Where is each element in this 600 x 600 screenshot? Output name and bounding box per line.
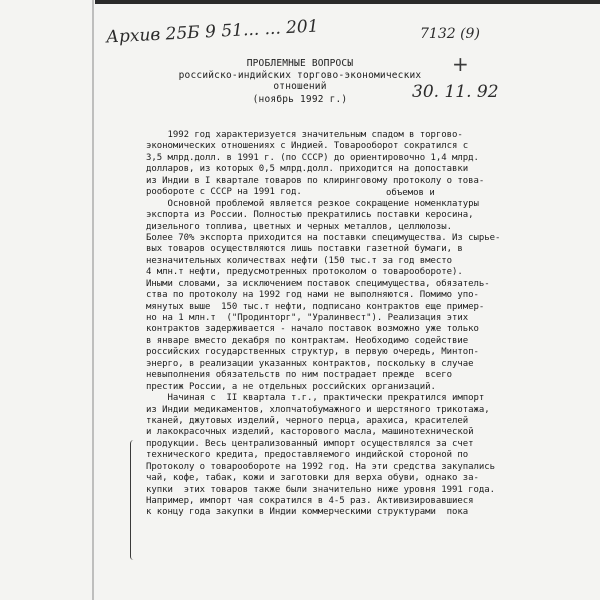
body-line: технического кредита, предоставляемого индийской стороной по [146,450,469,461]
body-line: экономических отношениях с Индией. Товарооборот сократился с [146,141,469,152]
inserted-typed-note: объемов и [386,188,435,198]
body-line: долларов, из которых 0,5 млрд.долл. приходится на допоставки [146,164,469,175]
document-subtitle-line2: отношений [273,81,327,92]
document-body [146,130,586,519]
body-line: Например, импорт чая сократился в 4-5 раз. Активизировавшиеся [146,496,474,506]
body-line: к концу года закупки в Индии коммерческими структурами пока [146,507,469,518]
body-line: незначительных количествах нефти (150 тыс.т за год вместо [146,255,453,266]
body-line: Более 70% экспорта приходится на поставки специмущества. Из сырье- [146,232,501,243]
body-line: невыполнения обязательств по ним пострадает прежде всего [146,370,453,381]
body-line: из Индии медикаментов, хлопчатобумажного и шерстяного трикотажа, [146,404,490,415]
body-line: в январе вместо декабря по контрактам. Необходимо содействие [146,335,469,346]
document-date-line: (ноябрь 1992 г.) [252,94,348,105]
body-line: и лакокрасочных изделий, касторового масла, машинотехнической [146,427,474,438]
body-line: экспорта из России. Полностью прекратились поставки керосина, [146,210,474,221]
body-line: Начиная с II квартала т.г., практически прекратился импорт [146,393,485,404]
body-line: 3,5 млрд.долл. в 1991 г. (по СССР) до ориентировочно 1,4 млрд. [146,152,479,163]
margin-bracket-mark [130,440,137,560]
handwritten-cross-mark: + [452,52,469,76]
document-title: ПРОБЛЕМНЫЕ ВОПРОСЫ [246,58,354,69]
body-line: 4 млн.т нефти, предусмотренных протоколом о товарообороте). [146,267,463,278]
body-line: вых товаров осуществляются лишь поставки газетной бумаги, в [146,244,463,255]
body-line: чай, кофе, табак, кожи и заготовки для верха обуви, однако за- [146,473,479,484]
scan-left-edge [92,0,94,600]
body-line: контрактов задерживается - начало поставок возможно уже только [146,324,479,335]
body-line: ства по протоколу на 1992 год нами не выполняются. Помимо упо- [146,290,479,301]
body-line: дизельного топлива, цветных и черных металлов, целлюлозы. [146,221,453,232]
body-line: из Индии в I квартале товаров по клиринговому протоколу о това- [146,175,485,186]
body-line: престиж России, а не отдельных российских организаций. [146,381,436,392]
body-line: Основной проблемой является резкое сокращение номенклатуры [146,198,479,209]
body-line: энерго, в реализации указанных контрактов, поскольку в случае [146,358,474,369]
body-line: Протоколу о товарообороте на 1992 год. На эти средства закупались [146,461,495,472]
body-line: российских государственных структур, в первую очередь, Минтоп- [146,347,479,358]
document-subtitle-line1: российско-индийских торгово-экономических [178,70,422,81]
folder-reference-handwritten: 7132 (9) [420,26,480,42]
body-line: купки этих товаров также были значительно ниже уровня 1991 года. [146,484,495,495]
body-line: тканей, джутовых изделий, черного перца, арахиса, красителей [146,415,469,426]
body-line: мянутых выше 150 тыс.т нефти, подписано контрактов еще пример- [146,301,485,312]
scan-top-edge [95,0,600,4]
archive-reference-handwritten: Архив 25Б 9 51... ... 201 [105,16,320,48]
body-line: продукции. Весь централизованный импорт осуществлялся за счет [146,438,474,449]
body-line: Иными словами, за исключением поставок специмущества, обязатель- [146,278,490,289]
body-line: 1992 год характеризуется значительным спадом в торгово- [146,130,463,140]
body-line: но на 1 млн.т ("Продинторг", "Уралинвест"). Реализация этих [146,313,469,323]
handwritten-date: 30. 11. 92 [412,82,499,102]
body-line: рообороте с СССР на 1991 год. [146,187,302,198]
